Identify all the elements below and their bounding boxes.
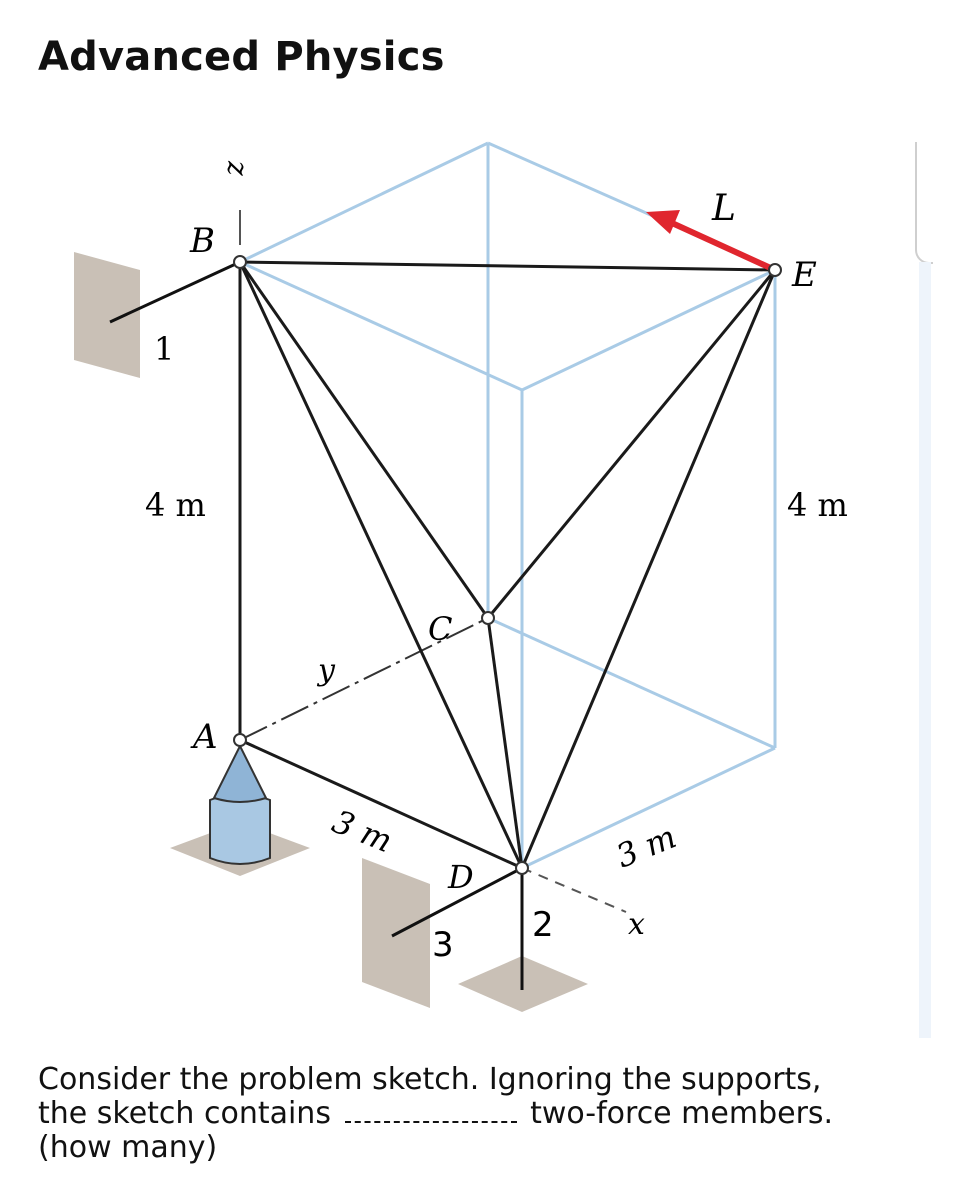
label-4m-left: 4 m <box>145 486 206 524</box>
label-b: B <box>190 221 215 261</box>
question-line-3: (how many) <box>38 1130 218 1165</box>
joint-b <box>234 256 246 268</box>
label-3: 3 <box>432 925 454 965</box>
truss-diagram <box>0 120 968 1050</box>
question-line-2-post: two-force members. <box>530 1096 834 1131</box>
label-y: y <box>318 653 335 688</box>
page-title: Advanced Physics <box>38 34 445 80</box>
question-line-1: Consider the problem sketch. Ignoring the supports, <box>38 1062 822 1097</box>
label-2: 2 <box>532 905 554 945</box>
joint-a <box>234 734 246 746</box>
question-line-2-pre: the sketch contains <box>38 1096 331 1131</box>
label-d: D <box>448 858 474 896</box>
label-c: C <box>428 610 453 648</box>
joint-c <box>482 612 494 624</box>
label-1: 1 <box>154 330 175 368</box>
question-text <box>38 1063 938 1165</box>
answer-blank[interactable] <box>345 1101 517 1123</box>
label-3m-right: 3 m <box>610 817 682 876</box>
question-line-2 <box>38 1097 938 1131</box>
joints <box>234 256 781 874</box>
joint-d <box>516 862 528 874</box>
label-e: E <box>792 255 817 295</box>
label-l: L <box>712 188 736 229</box>
label-4m-right: 4 m <box>787 486 848 524</box>
pedestal-support <box>210 746 270 864</box>
label-3m-left: 3 m <box>327 802 398 861</box>
label-z: z <box>221 161 254 176</box>
label-x: x <box>628 907 645 942</box>
joint-e <box>769 264 781 276</box>
label-a: A <box>193 717 218 757</box>
truss-members <box>240 262 775 868</box>
force-arrow-l <box>646 210 775 270</box>
